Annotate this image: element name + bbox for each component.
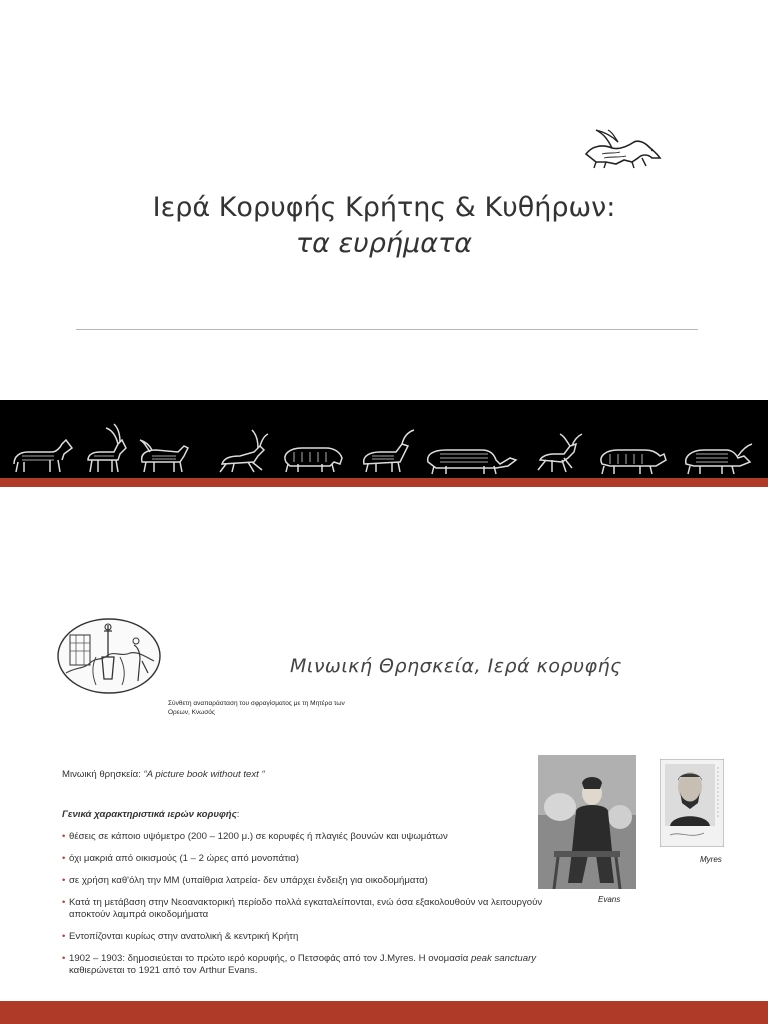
evans-caption: Evans <box>598 895 621 904</box>
animal-frieze <box>0 400 768 478</box>
slide-2-title: Μινωική Θρησκεία, Ιερά κορυφής <box>290 655 622 677</box>
title-line-1: Ιερά Κορυφής Κρήτης & Κυθήρων: <box>152 192 616 223</box>
animal-1 <box>14 440 72 472</box>
animal-7 <box>428 450 516 474</box>
animal-8 <box>538 434 582 472</box>
section-heading-text: Γενικά χαρακτηριστικά ιερών κορυφής <box>62 809 237 820</box>
myres-photo <box>660 759 724 847</box>
section-heading <box>62 809 562 821</box>
accent-band <box>0 478 768 487</box>
title-divider <box>76 329 698 330</box>
lead-label: Μινωική θρησκεία: <box>62 769 144 780</box>
section-heading-colon: : <box>236 809 240 820</box>
animal-10 <box>686 444 752 474</box>
myres-caption: Myres <box>700 855 722 864</box>
slide-title <box>0 190 768 262</box>
history-term: peak sanctuary <box>471 953 537 964</box>
bullet-item-history <box>62 953 562 977</box>
bullet-item: • Εντοπίζονται κυρίως στην ανατολική & κεντρική Κρήτη <box>62 931 562 943</box>
bullet-item: • σε χρήση καθ'όλη την ΜΜ (υπαίθρια λατρεία- δεν υπάρχει ένδειξη για οικοδομήματα) <box>62 875 562 887</box>
animal-5 <box>285 448 342 472</box>
bullet-item: • όχι μακριά από οικισμούς (1 – 2 ώρες από μονοπάτια) <box>62 853 562 865</box>
content-slide <box>0 487 768 1024</box>
animal-3 <box>140 440 188 472</box>
history-text-b: καθιερώνεται το 1921 από τον Arthur Evans. <box>69 965 258 976</box>
title-slide <box>0 0 768 487</box>
seal-image <box>56 617 162 695</box>
bottom-accent-band <box>0 1001 768 1024</box>
bullet-item: • θέσεις σε κάποιο υψόμετρο (200 – 1200 μ.) σε κορυφές ή πλαγιές βουνών και υψωμάτων <box>62 831 562 843</box>
lead-line <box>62 769 562 781</box>
history-text-a: 1902 – 1903: δημοσιεύεται το πρώτο ιερό κορυφής, ο Πετσοφάς από τον J.Myres. Η ονομασία <box>69 953 472 964</box>
bullet-item: • Κατά τη μετάβαση στην Νεοανακτορική περίοδο πολλά εγκαταλείπονται, ενώ όσα εξακολουθούν να λειτουργούν αποκτούν λαμπρά οικοδομήματα <box>62 897 562 921</box>
body-text <box>62 769 562 987</box>
title-line-2: τα ευρήματα <box>295 228 473 259</box>
animal-6 <box>364 430 414 472</box>
griffin-icon <box>582 128 662 170</box>
lead-quote: “A picture book without text “ <box>143 769 265 780</box>
animal-9 <box>601 450 666 474</box>
evans-photo <box>538 755 636 889</box>
animal-2 <box>88 424 126 472</box>
animal-4 <box>220 430 268 472</box>
seal-caption: Σύνθετη αναπαράσταση του σφραγίσματος με τη Μητέρα των Ορεων, Κνωσός <box>168 700 345 716</box>
